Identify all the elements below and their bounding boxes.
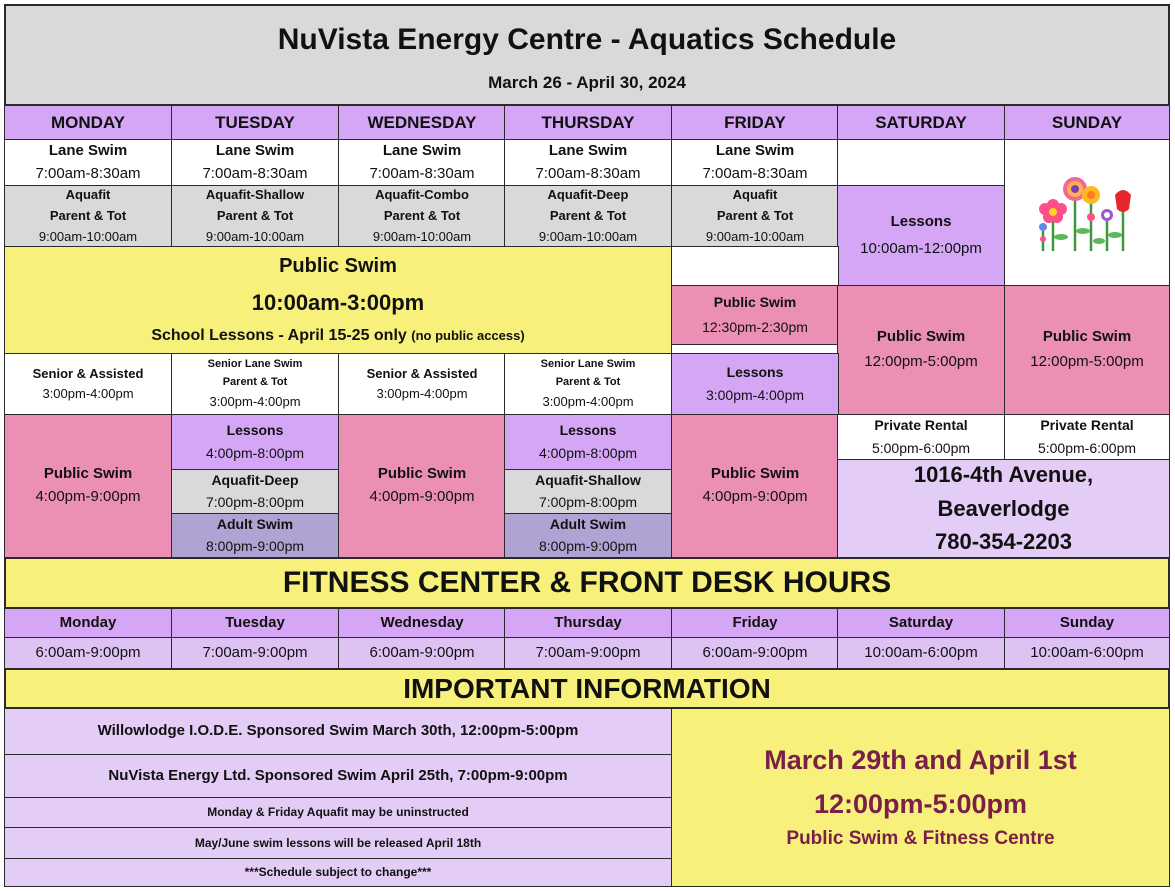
info-item-aquafit-note: Monday & Friday Aquafit may be uninstructed [4,797,672,828]
phone-number: 780-354-2203 [934,529,1072,555]
public-swim-friday-midday: Public Swim 12:30pm-2:30pm [671,285,839,345]
aquafit-friday: Aquafit Parent & Tot 9:00am-10:00am [671,185,839,247]
day-header-saturday: SATURDAY [837,105,1005,140]
public-swim-saturday: Public Swim 12:00pm-5:00pm [837,285,1005,415]
flowers-icon [1035,171,1139,255]
public-swim-monday-evening: Public Swim 4:00pm-9:00pm [4,414,172,558]
public-swim-weekday-block: Public Swim 10:00am-3:00pm School Lessons - April 15-25 only (no public access) [4,246,672,354]
fitness-hours-sunday: 10:00am-6:00pm [1004,637,1170,669]
aquafit-monday: Aquafit Parent & Tot 9:00am-10:00am [4,185,172,247]
address-block [837,459,1170,558]
page-title: NuVista Energy Centre - Aquatics Schedule [277,22,897,56]
day-header-wednesday: WEDNESDAY [338,105,506,140]
lane-swim-monday: Lane Swim 7:00am-8:30am [4,139,172,186]
lane-swim-thursday: Lane Swim 7:00am-8:30am [504,139,672,186]
day-header-tuesday: TUESDAY [171,105,339,140]
info-item-iode-swim: Willowlodge I.O.D.E. Sponsored Swim March 30th, 12:00pm-5:00pm [4,708,672,755]
senior-lane-swim-thursday: Senior Lane Swim Parent & Tot 3:00pm-4:00pm [504,353,672,415]
address-line1: 1016-4th Avenue, [913,462,1094,488]
lessons-tuesday-evening: Lessons 4:00pm-8:00pm [171,414,339,470]
aquafit-shallow-thursday: Aquafit-Shallow 7:00pm-8:00pm [504,469,672,514]
holiday-label: Public Swim & Fitness Centre [786,828,1055,850]
school-lessons-note: School Lessons - April 15-25 only (no public access) [151,327,525,345]
holiday-time: 12:00pm-5:00pm [813,788,1028,819]
fitness-day-thursday: Thursday [504,608,672,638]
fitness-hours-monday: 6:00am-9:00pm [4,637,172,669]
fitness-hours-wednesday: 6:00am-9:00pm [338,637,506,669]
lessons-thursday-evening: Lessons 4:00pm-8:00pm [504,414,672,470]
fitness-day-saturday: Saturday [837,608,1005,638]
private-rental-sunday: Private Rental 5:00pm-6:00pm [1004,414,1170,460]
senior-assisted-monday: Senior & Assisted 3:00pm-4:00pm [4,353,172,415]
fitness-hours-friday: 6:00am-9:00pm [671,637,839,669]
title-header [4,4,1170,106]
senior-lane-swim-tuesday: Senior Lane Swim Parent & Tot 3:00pm-4:00pm [171,353,339,415]
aquafit-tuesday: Aquafit-Shallow Parent & Tot 9:00am-10:00am [171,185,339,247]
fitness-day-sunday: Sunday [1004,608,1170,638]
sunday-flowers-cell [1004,139,1170,286]
aquafit-deep-tuesday: Aquafit-Deep 7:00pm-8:00pm [171,469,339,514]
aquafit-thursday: Aquafit-Deep Parent & Tot 9:00am-10:00am [504,185,672,247]
fitness-day-wednesday: Wednesday [338,608,506,638]
senior-assisted-wednesday: Senior & Assisted 3:00pm-4:00pm [338,353,506,415]
holiday-hours-block [671,708,1170,887]
public-swim-friday-evening: Public Swim 4:00pm-9:00pm [671,414,839,558]
public-swim-wednesday-evening: Public Swim 4:00pm-9:00pm [338,414,506,558]
lane-swim-wednesday: Lane Swim 7:00am-8:30am [338,139,506,186]
lane-swim-friday: Lane Swim 7:00am-8:30am [671,139,839,186]
fitness-hours-thursday: 7:00am-9:00pm [504,637,672,669]
lane-swim-tuesday: Lane Swim 7:00am-8:30am [171,139,339,186]
day-header-sunday: SUNDAY [1004,105,1170,140]
fitness-hours-tuesday: 7:00am-9:00pm [171,637,339,669]
private-rental-saturday: Private Rental 5:00pm-6:00pm [837,414,1005,460]
holiday-dates: March 29th and April 1st [764,744,1077,775]
important-info-header: IMPORTANT INFORMATION [4,668,1170,709]
info-item-schedule-change: ***Schedule subject to change*** [4,858,672,887]
public-swim-sunday: Public Swim 12:00pm-5:00pm [1004,285,1170,415]
info-item-lessons-release: May/June swim lessons will be released April 18th [4,827,672,859]
address-line2: Beaverlodge [937,495,1070,521]
lessons-saturday: Lessons 10:00am-12:00pm [837,185,1005,286]
date-range: March 26 - April 30, 2024 [488,73,686,93]
day-header-thursday: THURSDAY [504,105,672,140]
info-item-nuvista-swim: NuVista Energy Ltd. Sponsored Swim April 25th, 7:00pm-9:00pm [4,754,672,798]
aquafit-wednesday: Aquafit-Combo Parent & Tot 9:00am-10:00am [338,185,506,247]
lessons-friday: Lessons 3:00pm-4:00pm [671,353,839,415]
adult-swim-tuesday: Adult Swim 8:00pm-9:00pm [171,513,339,558]
fitness-hours-saturday: 10:00am-6:00pm [837,637,1005,669]
adult-swim-thursday: Adult Swim 8:00pm-9:00pm [504,513,672,558]
fitness-day-tuesday: Tuesday [171,608,339,638]
fitness-day-friday: Friday [671,608,839,638]
saturday-empty-morning [837,139,1005,186]
friday-empty-midday [671,246,839,286]
fitness-hours-header: FITNESS CENTER & FRONT DESK HOURS [4,557,1170,609]
fitness-day-monday: Monday [4,608,172,638]
day-header-monday: MONDAY [4,105,172,140]
day-header-friday: FRIDAY [671,105,839,140]
